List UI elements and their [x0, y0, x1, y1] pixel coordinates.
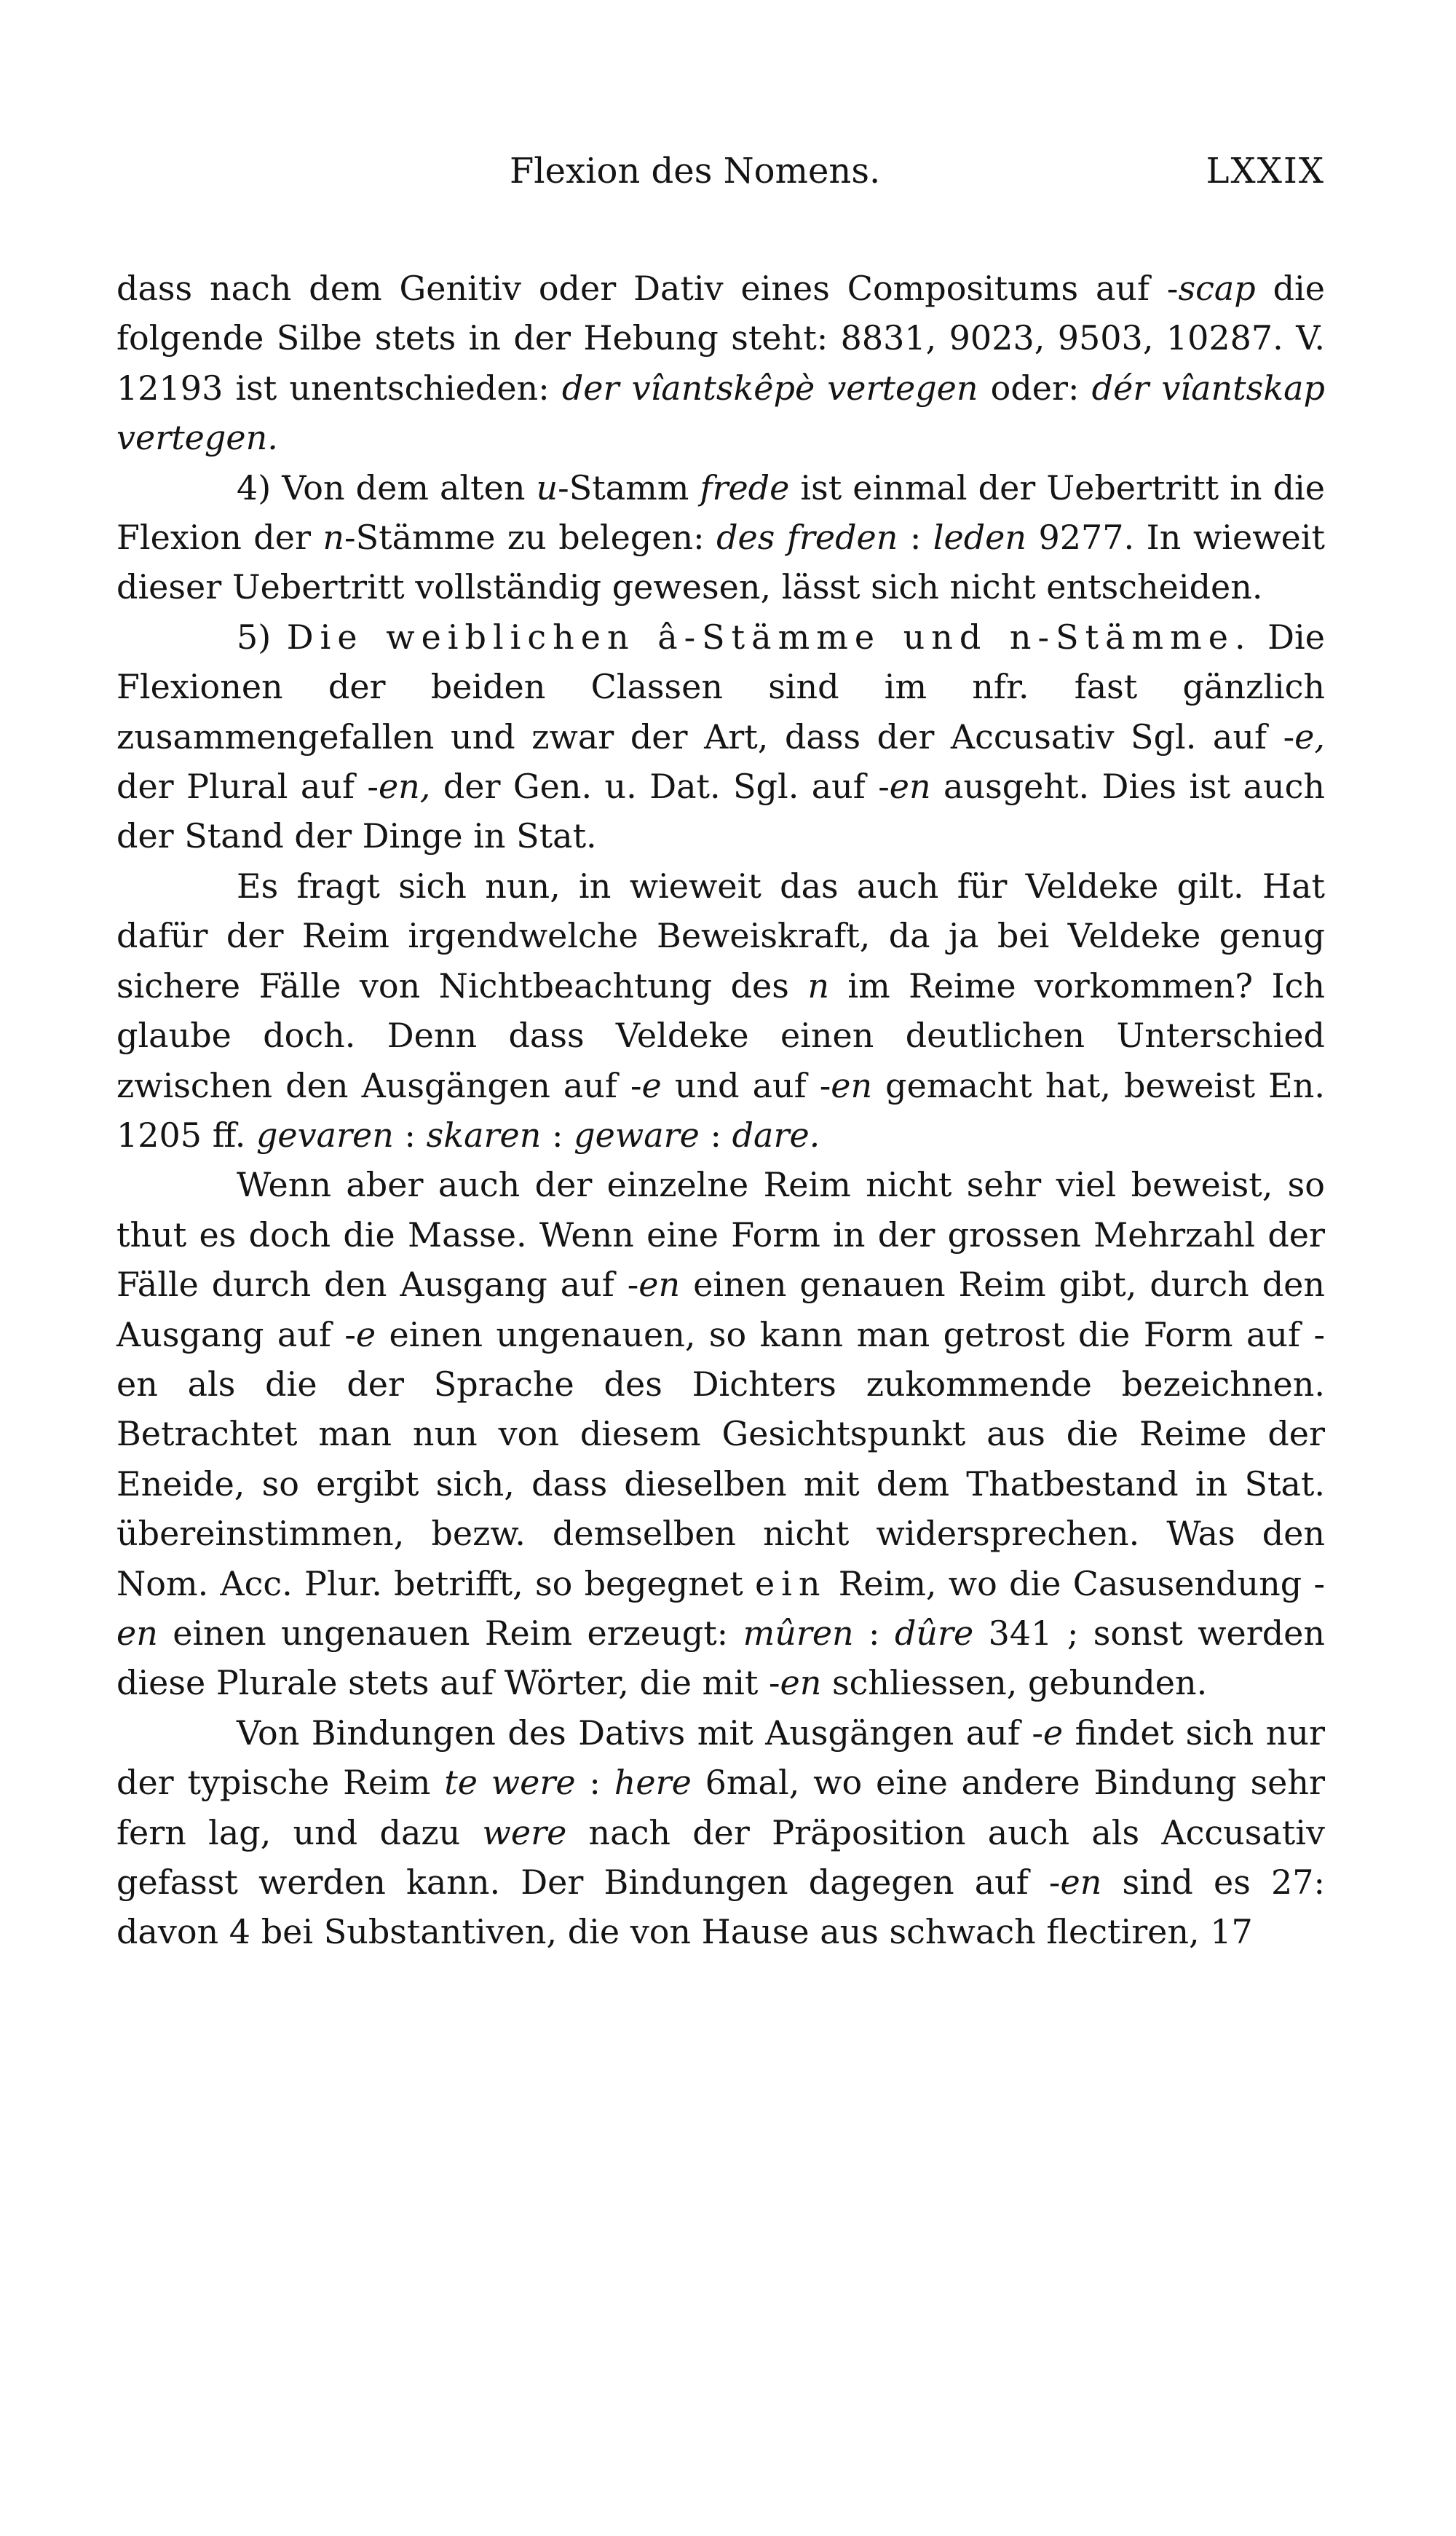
text-run: -Stämme zu belegen: — [344, 518, 717, 558]
italic-term: e — [355, 1314, 376, 1354]
italic-term: n — [807, 965, 829, 1006]
running-title: Flexion des Nomens. — [510, 151, 881, 191]
italic-term: u — [536, 467, 558, 507]
text-run: 9277. In wieweit dieser Uebertritt vollständig gewesen, lässt sich nicht entscheiden. — [116, 518, 1325, 607]
italic-term: gevaren — [256, 1115, 394, 1155]
text-run: : — [575, 1763, 614, 1803]
text-run: ausgeht. Dies ist auch der Stand der Dinge in Stat. — [116, 767, 1325, 856]
text-run: : — [853, 1613, 895, 1653]
body-text — [116, 264, 1325, 1957]
text-run: Von Bindungen des Dativs mit Ausgängen auf - — [237, 1713, 1043, 1753]
text-run: einen ungenauen Reim erzeugt: — [157, 1613, 743, 1653]
text-run: nach der Präposition auch als Accusativ gefasst werden kann. Der Bindungen dagegen auf - — [116, 1812, 1325, 1902]
text-run: 341 ; sonst werden diese Plurale stets auf Wörter, die mit - — [116, 1613, 1325, 1703]
text-run: oder: — [978, 368, 1092, 408]
text-run: Es fragt sich nun, in wieweit das auch für Veldeke gilt. Hat dafür der Reim irgendwelche Beweiskraft, da ja bei Veldeke genug sichere Fälle von Nichtbeachtung des — [116, 866, 1325, 1006]
text-run: findet sich nur der typische Reim — [116, 1713, 1326, 1803]
text-run: die folgende Silbe stets in der Hebung steht: 8831, 9023, 9503, 10287. V. 12193 ist unentschieden: — [116, 269, 1325, 408]
text-run: Die Flexionen der beiden Classen sind im nfr. fast gänzlich zusammengefallen und zwar der Art, dass der Accusativ Sgl. auf - — [116, 617, 1325, 757]
paragraph-5 — [116, 1160, 1325, 1707]
italic-term: en — [889, 767, 931, 807]
page-number: LXXIX — [1206, 151, 1325, 191]
italic-term: mûren — [743, 1613, 854, 1653]
italic-term: dûre — [894, 1613, 974, 1653]
italic-term: des freden — [716, 518, 898, 558]
italic-term: te were — [444, 1763, 576, 1803]
spaced-heading: Die weiblichen â-Stämme und n-Stämme. — [286, 617, 1252, 657]
text-run: sind es 27: davon 4 bei Substantiven, die von Hause aus schwach flectiren, 17 — [116, 1863, 1325, 1952]
italic-term: leden — [933, 518, 1027, 558]
text-run: Reim, wo die Casusendung - — [826, 1563, 1325, 1603]
text-run: 5) — [237, 617, 287, 657]
italic-term: geware — [574, 1115, 700, 1155]
text-run: -Stamm — [558, 467, 700, 507]
text-run: der Gen. u. Dat. Sgl. auf - — [430, 767, 890, 807]
italic-term: scap — [1178, 269, 1256, 308]
italic-term: en — [116, 1613, 158, 1653]
paragraph-2 — [116, 463, 1325, 612]
italic-term: en — [1060, 1863, 1102, 1902]
paragraph-1 — [116, 264, 1325, 463]
text-run: Wenn aber auch der einzelne Reim nicht sehr viel beweist, so thut es doch die Masse. Wenn eine Form in der grossen Mehrzahl der Fälle durch den Ausgang auf - — [116, 1165, 1325, 1305]
italic-term: e — [1042, 1713, 1064, 1753]
text-run: im Reime vorkommen? Ich glaube doch. Denn dass Veldeke einen deutlichen Unterschied zwischen den Ausgängen auf - — [116, 965, 1326, 1105]
italic-term: e — [641, 1065, 662, 1105]
spaced-word: ein — [754, 1563, 827, 1603]
text-run: : — [393, 1115, 427, 1155]
text-run: 6mal, wo eine andere Bindung sehr fern lag, und dazu — [116, 1763, 1326, 1852]
text-run: der Plural auf - — [116, 767, 379, 807]
text-run: und auf - — [661, 1065, 831, 1105]
italic-term: frede — [700, 467, 790, 507]
text-run: : — [541, 1115, 574, 1155]
italic-term: dér vîantskap vertegen. — [116, 368, 1325, 458]
text-run: ist einmal der Uebertritt in die Flexion der — [116, 467, 1325, 558]
text-run: dass nach dem Genitiv oder Dativ eines Compositums auf - — [116, 269, 1179, 308]
italic-term: en — [780, 1663, 822, 1703]
italic-term: skaren — [426, 1115, 542, 1155]
text-run: 4) Von dem alten — [237, 467, 537, 507]
paragraph-4 — [116, 861, 1325, 1160]
italic-term: en — [831, 1065, 873, 1105]
text-run: : — [699, 1115, 732, 1155]
italic-term: were — [482, 1812, 567, 1852]
text-run: einen genauen Reim gibt, durch den Ausgang auf - — [116, 1265, 1325, 1354]
italic-term: n — [323, 518, 345, 558]
italic-term: here — [614, 1763, 692, 1803]
text-run: einen ungenauen, so kann man getrost die Form auf -en als die der Sprache des Dichters zukommende bezeichnen. Betrachtet man nun von diesem Gesichtspunkt aus die Reime der Eneide, so ergibt sich, dass dieselben mit dem Thatbestand in Stat. übereinstimmen, bezw. demselben nicht widersprechen. Was den Nom. Acc. Plur. betrifft, so begegnet — [116, 1314, 1325, 1603]
italic-term: en, — [378, 767, 431, 807]
paragraph-3 — [116, 612, 1325, 861]
italic-term: e, — [1294, 716, 1325, 757]
paragraph-6 — [116, 1708, 1325, 1957]
text-run: schliessen, gebunden. — [821, 1663, 1208, 1703]
italic-term: en — [638, 1265, 681, 1305]
text-run: gemacht hat, beweist En. 1205 ff. — [116, 1065, 1325, 1155]
italic-term: der vîantskêpè vertegen — [561, 368, 978, 408]
text-run: : — [898, 518, 933, 558]
page-header — [116, 138, 1325, 204]
italic-term: dare. — [732, 1115, 820, 1155]
